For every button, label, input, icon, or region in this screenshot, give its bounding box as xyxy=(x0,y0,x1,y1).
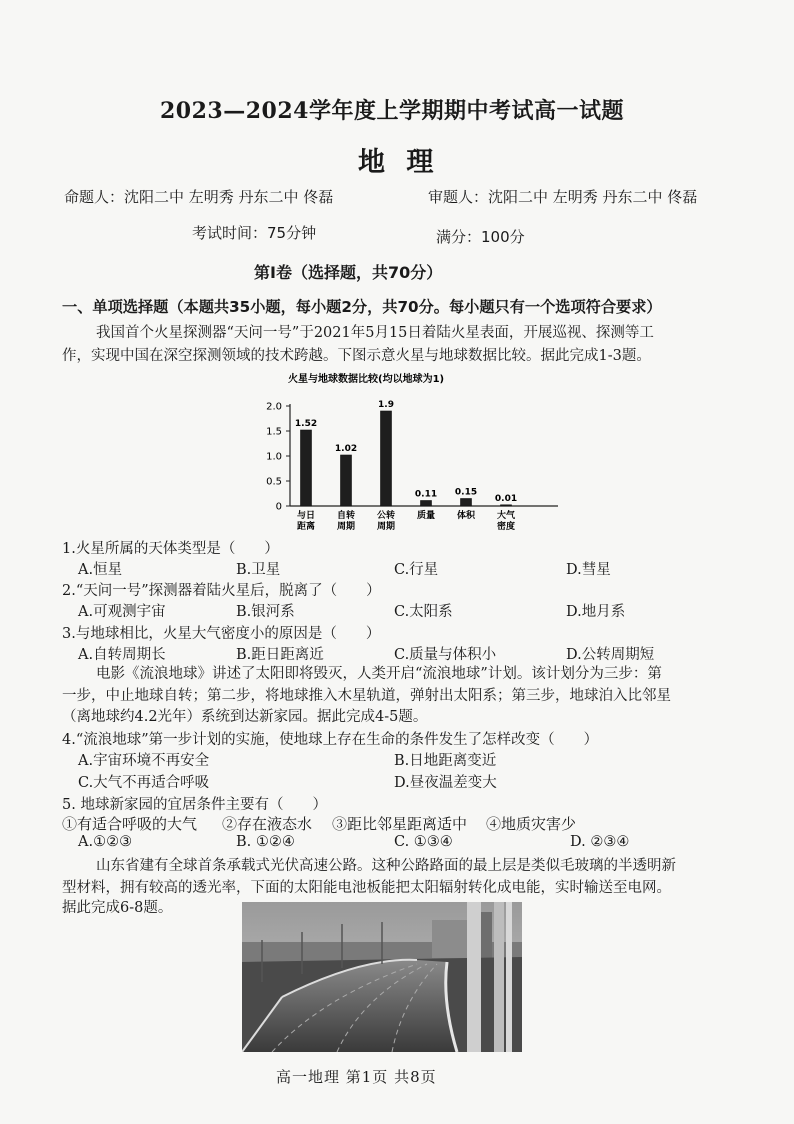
q2-option-c[interactable]: C.太阳系 xyxy=(394,604,453,620)
q5-condition-3: ③距比邻星距离适中 xyxy=(332,815,468,833)
q1-option-a[interactable]: A.恒星 xyxy=(78,562,123,578)
q5-option-a[interactable]: A.①②③ xyxy=(78,834,133,850)
bar-5 xyxy=(461,499,472,507)
x-category-label: 自转 xyxy=(336,511,356,521)
q4-option-d[interactable]: D.昼夜温差变大 xyxy=(394,775,497,791)
passage1-line1: 我国首个火星探测器“天问一号”于2021年5月15日着陆火星表面，开展巡视、探测等工 xyxy=(96,325,654,341)
volume-title: 第Ⅰ卷（选择题，共70分） xyxy=(254,263,443,282)
full-score: 满分：100分 xyxy=(436,228,525,246)
x-category-label: 周期 xyxy=(376,522,396,532)
q1-option-b[interactable]: B.卫星 xyxy=(236,562,281,578)
q2-stem: 2.“天问一号”探测器着陆火星后，脱离了（ ） xyxy=(62,583,381,599)
part-title: 一、单项选择题（本题共35小题，每小题2分，共70分。每小题只有一个选项符合要求） xyxy=(62,298,662,316)
subject-title: 地 理 xyxy=(358,147,440,178)
x-category-label: 公转 xyxy=(376,511,396,521)
reviewer-line: 审题人：沈阳二中 左明秀 丹东二中 佟磊 xyxy=(428,188,698,206)
q2-option-a[interactable]: A.可观测宇宙 xyxy=(78,604,166,620)
q1-option-d[interactable]: D.彗星 xyxy=(566,562,611,578)
q3-stem: 3.与地球相比，火星大气密度小的原因是（ ） xyxy=(62,626,381,642)
q1-option-c[interactable]: C.行星 xyxy=(394,562,439,578)
q4-stem: 4.“流浪地球”第一步计划的实施，使地球上存在生命的条件发生了怎样改变（ ） xyxy=(62,732,599,748)
passage3-line2: 型材料，拥有较高的透光率，下面的太阳能电池板能把太阳辐射转化成电能，实时输送至电网。 xyxy=(62,880,671,896)
x-category-label: 距离 xyxy=(296,522,316,532)
passage2-line1: 电影《流浪地球》讲述了太阳即将毁灭，人类开启“流浪地球”计划。该计划分为三步：第 xyxy=(96,666,662,682)
q5-condition-4: ④地质灾害少 xyxy=(486,815,577,833)
page-footer: 高一地理 第1页 共8页 xyxy=(276,1068,437,1086)
x-category-label: 体积 xyxy=(456,511,476,521)
q4-option-a[interactable]: A.宇宙环境不再安全 xyxy=(78,753,210,769)
q3-option-d[interactable]: D.公转周期短 xyxy=(566,647,655,663)
bar-2 xyxy=(341,455,352,506)
author-line: 命题人：沈阳二中 左明秀 丹东二中 佟磊 xyxy=(64,188,334,206)
x-category-label: 密度 xyxy=(496,522,516,532)
x-category-label: 质量 xyxy=(416,511,436,521)
q5-stem: 5. 地球新家园的宜居条件主要有（ ） xyxy=(62,797,327,813)
bar-4 xyxy=(421,501,432,507)
q5-condition-1: ①有适合呼吸的大气 xyxy=(62,815,198,833)
bar-value-label: 0.01 xyxy=(494,493,518,504)
bar-value-label: 0.15 xyxy=(454,487,478,498)
q3-option-a[interactable]: A.自转周期长 xyxy=(78,647,166,663)
exam-time: 考试时间：75分钟 xyxy=(192,224,317,242)
q5-option-d[interactable]: D. ②③④ xyxy=(570,834,630,850)
y-tick-label: 1.0 xyxy=(266,451,282,463)
bar-value-label: 0.11 xyxy=(414,489,438,500)
x-category-label: 与日 xyxy=(296,511,316,521)
solar-highway-photo xyxy=(242,902,522,1052)
mars-earth-chart xyxy=(250,368,570,534)
passage2-line3: （离地球约4.2光年）系统到达新家园。据此完成4-5题。 xyxy=(62,709,428,725)
q3-option-b[interactable]: B.距日距离近 xyxy=(236,647,324,663)
q1-stem: 1.火星所属的天体类型是（ ） xyxy=(62,541,279,557)
q4-option-b[interactable]: B.日地距离变近 xyxy=(394,753,497,769)
passage1-line2: 作，实现中国在深空探测领域的技术跨越。下图示意火星与地球数据比较。据此完成1-3题。 xyxy=(62,348,651,364)
q5-option-b[interactable]: B. ①②④ xyxy=(236,834,295,850)
passage3-line3: 据此完成6-8题。 xyxy=(62,900,173,916)
y-tick-label: 0 xyxy=(275,501,282,513)
bar-value-label: 1.02 xyxy=(334,444,358,454)
x-category-label: 大气 xyxy=(496,511,516,521)
q5-option-c[interactable]: C. ①③④ xyxy=(394,834,453,850)
bar-6 xyxy=(501,505,512,506)
q2-option-d[interactable]: D.地月系 xyxy=(566,604,626,620)
bar-value-label: 1.9 xyxy=(378,400,394,410)
passage2-line2: 一步，中止地球自转；第二步，将地球推入木星轨道，弹射出太阳系；第三步，地球泊入比邻星 xyxy=(62,688,671,704)
q3-option-c[interactable]: C.质量与体积小 xyxy=(394,647,497,663)
passage3-line1: 山东省建有全球首条承载式光伏高速公路。这种公路路面的最上层是类似毛玻璃的半透明新 xyxy=(96,858,676,874)
bar-1 xyxy=(301,430,312,506)
y-tick-label: 1.5 xyxy=(266,426,282,438)
q5-condition-2: ②存在液态水 xyxy=(222,815,313,833)
exam-title: 2023—2024学年度上学期期中考试高一试题 xyxy=(160,98,624,124)
x-category-label: 周期 xyxy=(336,522,356,532)
chart-title: 火星与地球数据比较(均以地球为1) xyxy=(288,374,445,385)
q2-option-b[interactable]: B.银河系 xyxy=(236,604,295,620)
y-tick-label: 2.0 xyxy=(266,401,282,413)
bar-value-label: 1.52 xyxy=(294,419,318,429)
y-tick-label: 0.5 xyxy=(266,476,282,488)
bar-3 xyxy=(381,411,392,506)
q4-option-c[interactable]: C.大气不再适合呼吸 xyxy=(78,775,210,791)
